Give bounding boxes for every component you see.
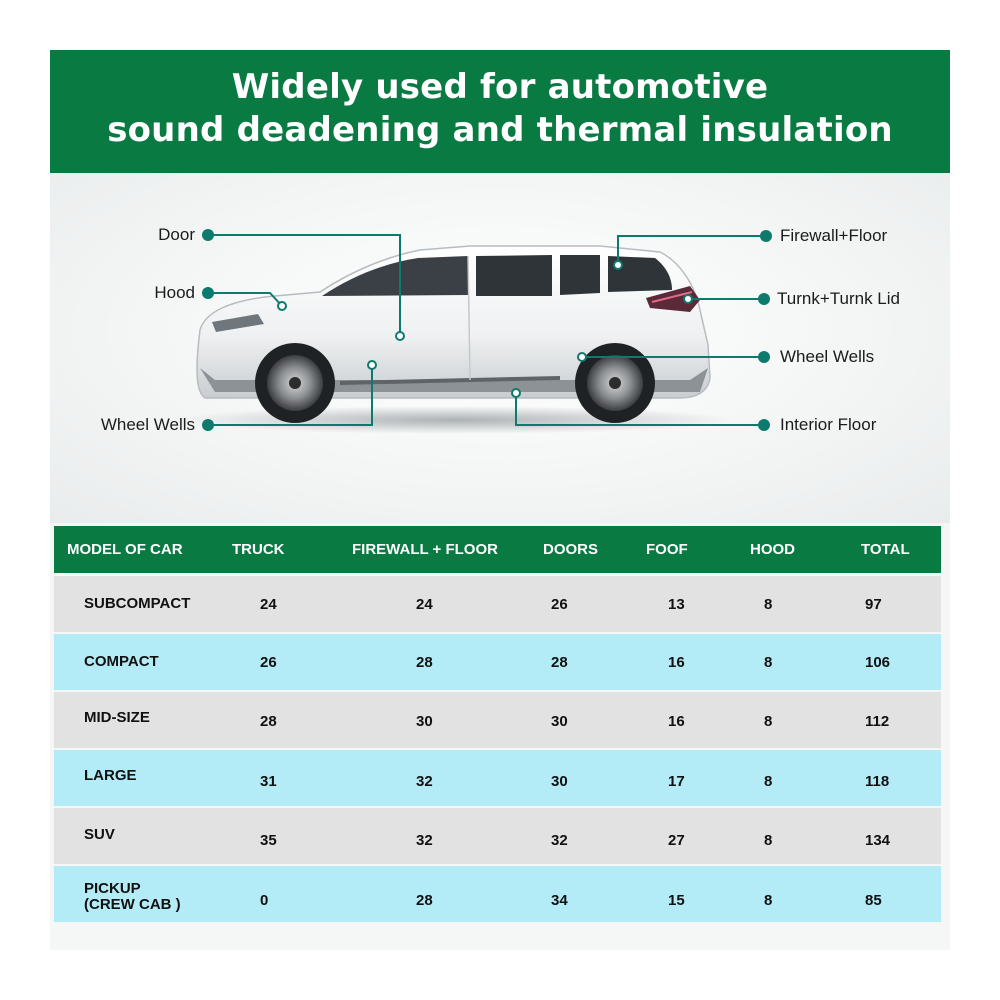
cell-total: 134: [865, 832, 891, 849]
cell-foof: 16: [668, 713, 685, 730]
cell-model: SUBCOMPACT: [84, 595, 191, 612]
cell-firewall-floor: 24: [416, 596, 433, 613]
cell-hood: 8: [764, 832, 773, 849]
cell-model-line-2: (CREW CAB ): [84, 896, 181, 913]
cell-model: LARGE: [84, 767, 137, 784]
table-row: [54, 692, 941, 748]
column-header-truck: TRUCK: [232, 541, 285, 558]
table-row: [54, 866, 941, 922]
cell-model: MID-SIZE: [84, 709, 150, 726]
callout-wheel-wells-left: Wheel Wells: [100, 415, 195, 434]
cell-foof: 13: [668, 596, 685, 613]
cell-truck: 0: [260, 892, 269, 909]
column-header-hood: HOOD: [750, 541, 795, 558]
cell-firewall-floor: 28: [416, 892, 433, 909]
cell-hood: 8: [764, 654, 773, 671]
column-header-model: MODEL OF CAR: [67, 541, 183, 558]
table-header: [54, 526, 941, 573]
cell-doors: 34: [551, 892, 568, 909]
column-header-firewall-floor: FIREWALL + FLOOR: [352, 541, 498, 558]
cell-total: 85: [865, 892, 882, 909]
table-row: [54, 750, 941, 806]
cell-total: 97: [865, 596, 882, 613]
cell-model: PICKUP: [84, 880, 141, 897]
cell-doors: 30: [551, 713, 568, 730]
callout-wheel-wells-right: Wheel Wells: [780, 347, 875, 366]
table-row: [54, 634, 941, 690]
cell-truck: 28: [260, 713, 277, 730]
cell-hood: 8: [764, 596, 773, 613]
title-line-2: sound deadening and thermal insulation: [107, 110, 893, 150]
cell-total: 118: [865, 773, 890, 790]
cell-model: COMPACT: [84, 653, 159, 670]
cell-foof: 15: [668, 892, 685, 909]
cell-foof: 27: [668, 832, 685, 849]
cell-hood: 8: [764, 713, 773, 730]
cell-firewall-floor: 32: [416, 832, 433, 849]
callout-trunk-lid: Turnk+Turnk Lid: [777, 289, 900, 308]
cell-hood: 8: [764, 892, 773, 909]
cell-firewall-floor: 32: [416, 773, 433, 790]
column-header-doors: DOORS: [543, 541, 599, 558]
title-line-1: Widely used for automotive: [231, 67, 769, 107]
cell-firewall-floor: 30: [416, 713, 433, 730]
callout-firewall-floor: Firewall+Floor: [780, 226, 888, 245]
column-header-total: TOTAL: [861, 541, 910, 558]
callout-door: Door: [158, 225, 195, 244]
cell-truck: 31: [260, 773, 277, 790]
callout-interior-floor: Interior Floor: [780, 415, 877, 434]
cell-doors: 28: [551, 654, 568, 671]
car-shadow: [175, 406, 735, 434]
cell-truck: 35: [260, 832, 277, 849]
cell-doors: 26: [551, 596, 568, 613]
cell-doors: 30: [551, 773, 568, 790]
cell-truck: 26: [260, 654, 277, 671]
cell-doors: 32: [551, 832, 568, 849]
cell-firewall-floor: 28: [416, 654, 433, 671]
cell-truck: 24: [260, 596, 277, 613]
column-header-foof: FOOF: [646, 541, 688, 558]
callout-hood: Hood: [154, 283, 195, 302]
table-row: [54, 808, 941, 864]
cell-total: 106: [865, 654, 891, 671]
cell-foof: 16: [668, 654, 685, 671]
table-row: [54, 576, 941, 632]
cell-foof: 17: [668, 773, 685, 790]
cell-total: 112: [865, 713, 890, 730]
cell-model: SUV: [84, 826, 115, 843]
rear-wheel: [575, 343, 655, 423]
cell-hood: 8: [764, 773, 773, 790]
front-wheel: [255, 343, 335, 423]
